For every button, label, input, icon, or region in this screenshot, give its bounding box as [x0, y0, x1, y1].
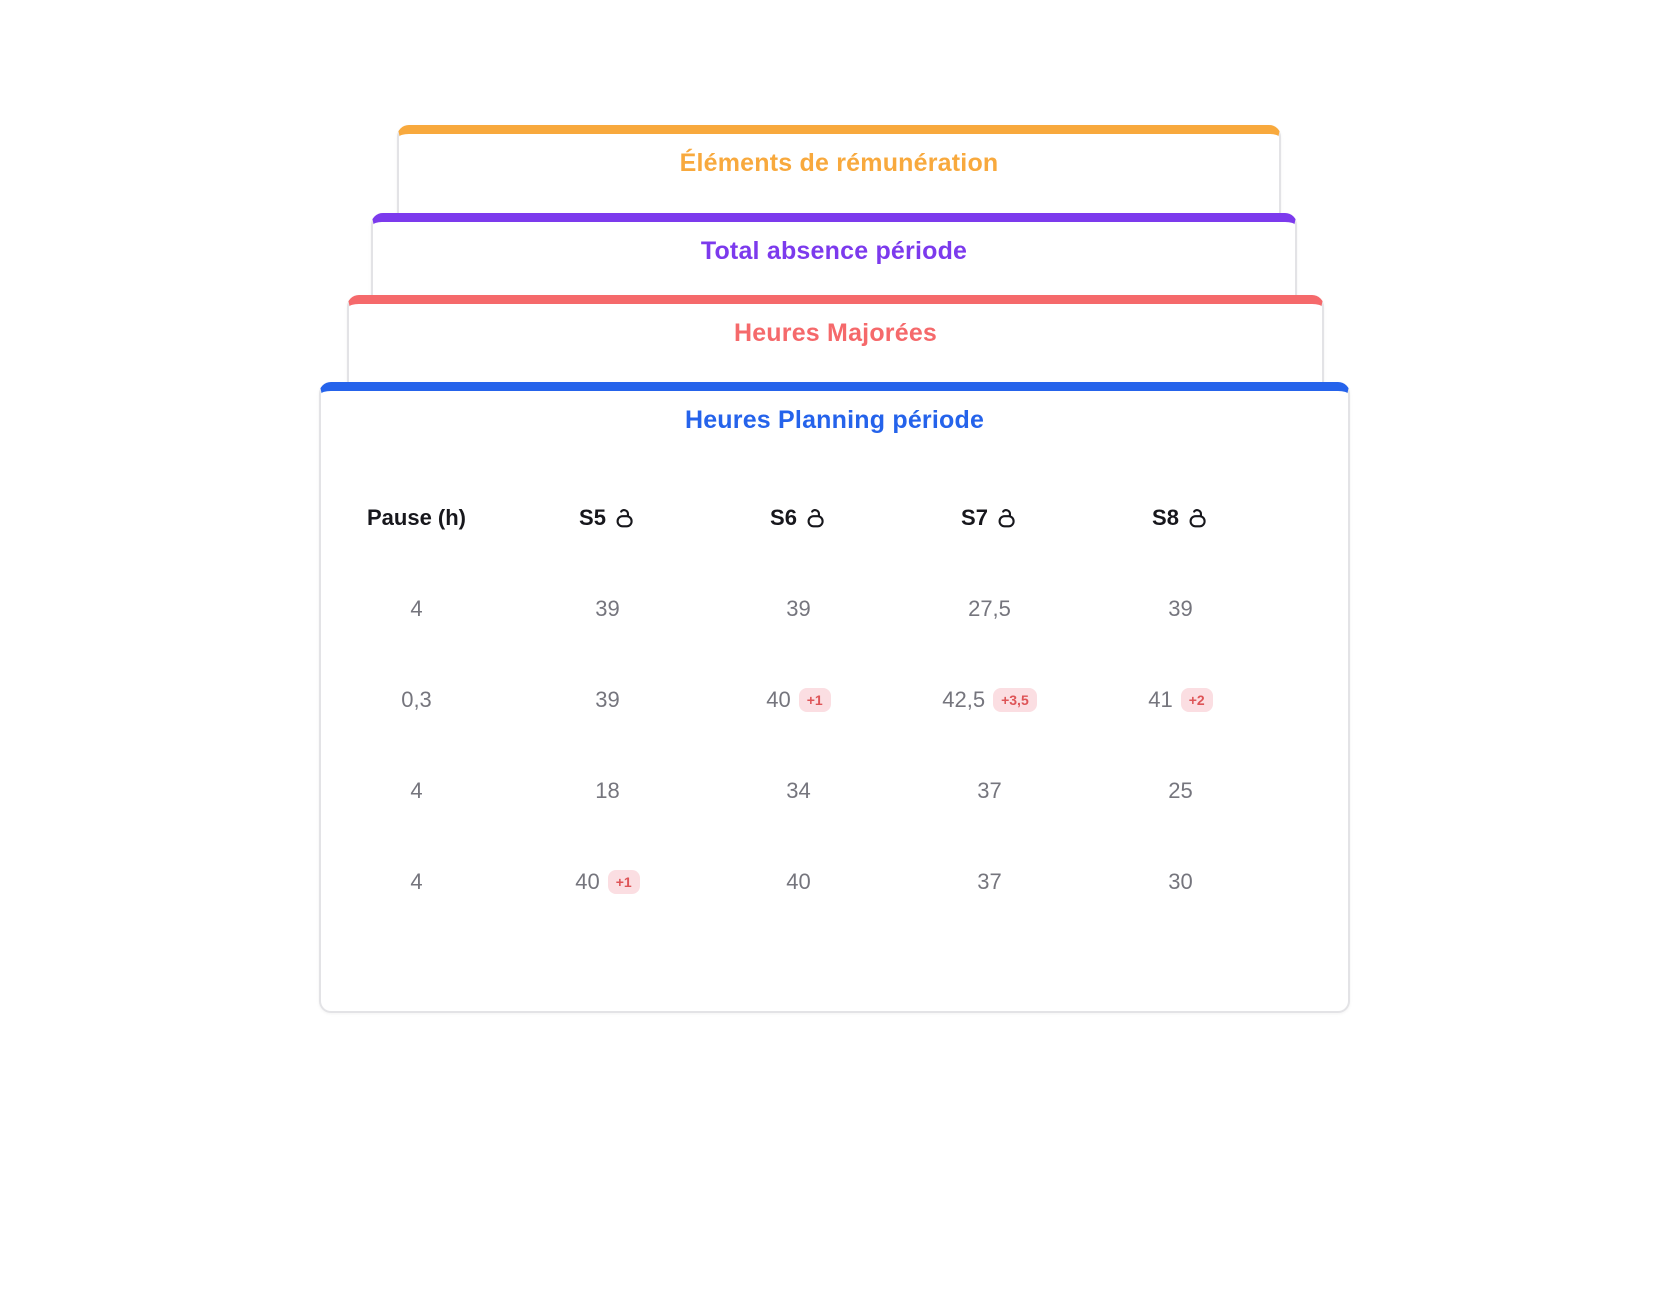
- table-cell: [894, 869, 1085, 895]
- planning-table: [321, 472, 1348, 927]
- cell-value: 39: [595, 686, 620, 712]
- cell-value: 0,3: [401, 686, 432, 712]
- column-header-s5: [512, 505, 703, 531]
- column-header-s6: [703, 505, 894, 531]
- table-cell: [703, 596, 894, 622]
- column-header-label: S8: [1152, 504, 1179, 530]
- column-header-pause-h: [321, 505, 512, 531]
- cell-value: 39: [595, 595, 620, 621]
- table-cell: [321, 596, 512, 622]
- card-total-absence-title: Total absence période: [700, 237, 968, 265]
- table-cell: [703, 778, 894, 804]
- table-cell: [894, 778, 1085, 804]
- table-header-row: [321, 472, 1276, 563]
- table-cell: [321, 687, 512, 713]
- table-cell: [894, 687, 1085, 713]
- column-header-s8: [1085, 505, 1276, 531]
- lock-open-icon[interactable]: [995, 506, 1018, 529]
- cell-value: 41: [1148, 686, 1173, 712]
- cell-value: 42,5: [942, 686, 986, 712]
- table-cell: [894, 596, 1085, 622]
- delta-badge: +1: [608, 870, 640, 894]
- table-row: [321, 654, 1276, 745]
- column-header-label: S5: [579, 504, 606, 530]
- table-cell: [321, 869, 512, 895]
- table-cell: [703, 869, 894, 895]
- table-cell: [1085, 778, 1276, 804]
- table-row: [321, 563, 1276, 654]
- card-heures-planning-title: Heures Planning période: [684, 406, 985, 434]
- table-cell: [512, 778, 703, 804]
- cell-value: 40: [786, 868, 811, 894]
- table-cell: [512, 869, 703, 895]
- column-header-s7: [894, 505, 1085, 531]
- cell-value: 37: [977, 868, 1002, 894]
- cell-value: 37: [977, 777, 1002, 803]
- column-header-label: S6: [770, 504, 797, 530]
- table-row: [321, 745, 1276, 836]
- cell-value: 39: [1168, 595, 1193, 621]
- table-cell: [512, 687, 703, 713]
- delta-badge: +1: [799, 688, 831, 712]
- table-row: [321, 836, 1276, 927]
- card-elements-remuneration-title: Éléments de rémunération: [679, 149, 999, 177]
- cell-value: 27,5: [968, 595, 1011, 621]
- card-heures-planning[interactable]: [319, 382, 1350, 1013]
- table-cell: [512, 596, 703, 622]
- cell-value: 34: [786, 777, 811, 803]
- lock-open-icon[interactable]: [804, 506, 827, 529]
- column-header-label: Pause (h): [366, 504, 467, 530]
- cell-value: 25: [1168, 777, 1193, 803]
- cell-value: 30: [1168, 868, 1193, 894]
- delta-badge: +2: [1181, 688, 1213, 712]
- column-header-label: S7: [961, 504, 988, 530]
- table-cell: [703, 687, 894, 713]
- table-cell: [1085, 687, 1276, 713]
- cell-value: 40: [575, 868, 600, 894]
- cell-value: 18: [595, 777, 620, 803]
- cell-value: 4: [410, 595, 423, 621]
- cell-value: 4: [410, 868, 423, 894]
- table-cell: [1085, 596, 1276, 622]
- cell-value: 40: [766, 686, 791, 712]
- cell-value: 4: [410, 777, 423, 803]
- table-cell: [1085, 869, 1276, 895]
- lock-open-icon[interactable]: [1186, 506, 1209, 529]
- table-cell: [321, 778, 512, 804]
- card-heures-majorees-title: Heures Majorées: [733, 319, 938, 347]
- cell-value: 39: [786, 595, 811, 621]
- lock-open-icon[interactable]: [613, 506, 636, 529]
- delta-badge: +3,5: [993, 688, 1037, 712]
